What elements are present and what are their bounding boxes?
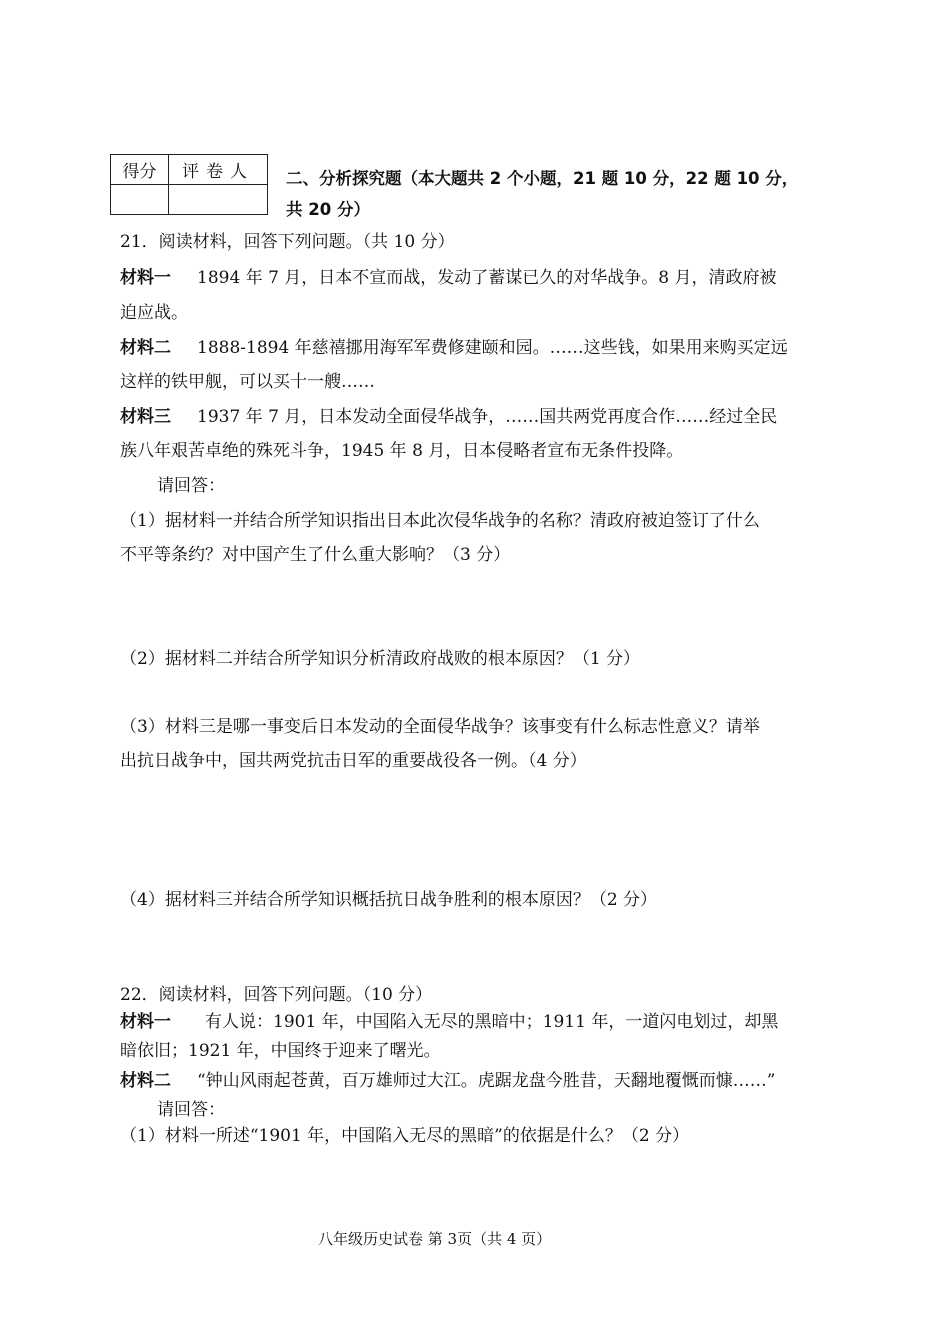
q21-material3-text-cont: 族八年艰苦卓绝的殊死斗争，1945 年 8 月，日本侵略者宣布无条件投降。 (120, 441, 684, 461)
q22-material1-label: 材料一 (120, 1012, 171, 1032)
q21-material3-label: 材料三 (120, 407, 171, 427)
q21-material3-text: 1937 年 7 月，日本发动全面侵华战争，……国共两党再度合作……经过全民 (197, 407, 778, 427)
q22-material2-label: 材料二 (120, 1071, 171, 1091)
q22-material1-text-cont: 暗依旧；1921 年，中国终于迎来了曙光。 (120, 1041, 441, 1061)
q21-sub1-cont: 不平等条约？对中国产生了什么重大影响？（3 分） (120, 545, 511, 565)
q21-sub3: （3）材料三是哪一事变后日本发动的全面侵华战争？该事变有什么标志性意义？请举 (120, 717, 760, 737)
grader-label: 评卷人 (169, 155, 268, 185)
page-footer: 八年级历史试卷 第 3页（共 4 页） (318, 1230, 552, 1248)
q21-material2-text: 1888-1894 年慈禧挪用海军军费修建颐和园。……这些钱，如果用来购买定远 (197, 338, 788, 358)
q21-material2-label: 材料二 (120, 338, 171, 358)
q21-material1-label: 材料一 (120, 268, 171, 288)
grader-cell (169, 185, 268, 215)
q22-material1-text: 有人说：1901 年，中国陷入无尽的黑暗中；1911 年，一道闪电划过，却黑 (205, 1012, 779, 1032)
score-table (110, 154, 268, 215)
q22-material2-text: “钟山风雨起苍黄，百万雄师过大江。虎踞龙盘今胜昔，天翻地覆慨而慷……” (197, 1071, 776, 1091)
q22-sub1: （1）材料一所述“1901 年，中国陷入无尽的黑暗”的依据是什么？（2 分） (120, 1126, 690, 1146)
section-title-continued: 共 20 分） (286, 200, 370, 219)
q21-stem: 21．阅读材料，回答下列问题。（共 10 分） (120, 232, 455, 252)
q21-material1-text-cont: 迫应战。 (120, 303, 188, 323)
q21-sub1: （1）据材料一并结合所学知识指出日本此次侵华战争的名称？清政府被迫签订了什么 (120, 511, 760, 531)
q21-sub3-cont: 出抗日战争中，国共两党抗击日军的重要战役各一例。（4 分） (120, 751, 587, 771)
q21-sub2: （2）据材料二并结合所学知识分析清政府战败的根本原因？（1 分） (120, 649, 641, 669)
q21-sub4: （4）据材料三并结合所学知识概括抗日战争胜利的根本原因？（2 分） (120, 890, 658, 910)
q21-material1-text: 1894 年 7 月，日本不宣而战，发动了蓄谋已久的对华战争。8 月，清政府被 (197, 268, 777, 288)
section-title: 二、分析探究题（本大题共 2 个小题，21 题 10 分，22 题 10 分， (286, 169, 799, 188)
q22-prompt: 请回答： (157, 1100, 225, 1120)
score-cell (111, 185, 169, 215)
q21-prompt: 请回答： (157, 476, 225, 496)
q21-material2-text-cont: 这样的铁甲舰，可以买十一艘…… (120, 372, 375, 392)
q22-stem: 22．阅读材料，回答下列问题。（10 分） (120, 985, 433, 1005)
score-label: 得分 (111, 155, 169, 185)
